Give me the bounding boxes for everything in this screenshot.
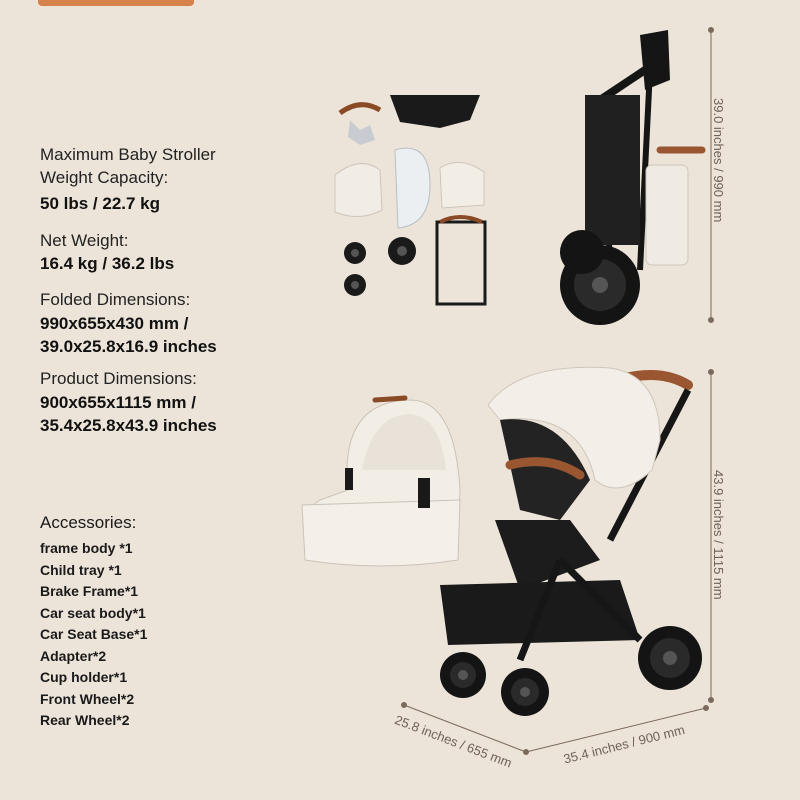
folded-stroller-image — [560, 30, 702, 325]
accessories-title: Accessories: — [40, 513, 137, 532]
stroller-image — [440, 367, 702, 716]
parts-exploded-image — [335, 95, 485, 304]
bassinet-image — [302, 398, 460, 566]
folded-height-label: 39.0 inches / 990 mm — [711, 98, 726, 223]
product-dimensions-mm: 900x655x1115 mm / — [40, 393, 196, 412]
accessory-item: Rear Wheel*2 — [40, 712, 130, 728]
accessory-item: frame body *1 — [40, 540, 133, 556]
accessory-item: Car seat body*1 — [40, 604, 146, 621]
product-dimensions-label: Product Dimensions: — [40, 369, 197, 388]
accessory-item: Front Wheel*2 — [40, 690, 135, 707]
product-dimensions-in: 35.4x25.8x43.9 inches — [40, 416, 217, 435]
capacity-label-line2: Weight Capacity: — [40, 168, 169, 187]
accessory-item: Brake Frame*1 — [40, 583, 139, 599]
folded-dimensions-in: 39.0x25.8x16.9 inches — [40, 337, 217, 356]
accessory-item: Adapter*2 — [40, 647, 107, 664]
folded-dimensions-mm: 990x655x430 mm / — [40, 314, 189, 333]
accessory-item: Car Seat Base*1 — [40, 626, 148, 642]
product-height-label: 43.9 inches / 1115 mm — [711, 470, 726, 600]
accessory-item: Cup holder*1 — [40, 669, 128, 685]
length-label: 35.4 inches / 900 mm — [562, 721, 687, 767]
depth-label: 25.8 inches / 655 mm — [392, 712, 515, 771]
accessory-item: Child tray *1 — [40, 561, 122, 578]
net-weight-value: 16.4 kg / 36.2 lbs — [40, 254, 175, 273]
folded-dimensions-label: Folded Dimensions: — [40, 290, 191, 309]
capacity-value: 50 lbs / 22.7 kg — [40, 194, 161, 213]
net-weight-label: Net Weight: — [40, 231, 129, 250]
capacity-label-line1: Maximum Baby Stroller — [40, 145, 216, 164]
